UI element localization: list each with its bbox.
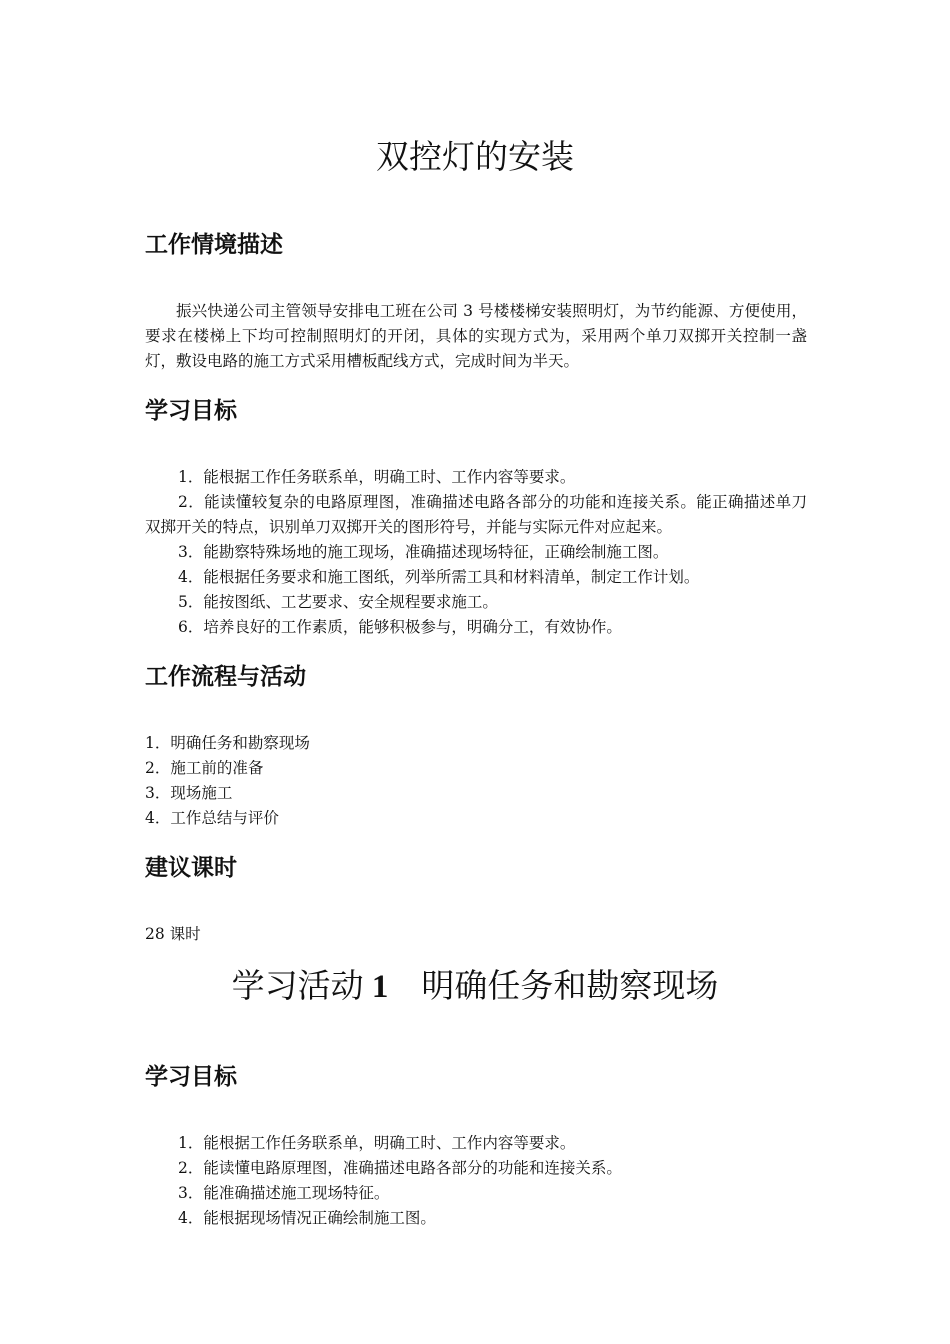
list-item-text: 培养良好的工作素质，能够积极参与，明确分工，有效协作。 bbox=[203, 618, 622, 636]
list-item-number: 1． bbox=[145, 734, 171, 752]
hours-text: 28 课时 bbox=[145, 925, 201, 943]
list-item-text: 能根据工作任务联系单，明确工时、工作内容等要求。 bbox=[203, 1134, 576, 1152]
list-item bbox=[145, 1131, 807, 1156]
list-item-text: 能准确描述施工现场特征。 bbox=[203, 1184, 390, 1202]
activity-goals-list bbox=[145, 1131, 807, 1231]
list-item-text: 能根据工作任务联系单，明确工时、工作内容等要求。 bbox=[203, 468, 576, 486]
list-item-text: 明确任务和勘察现场 bbox=[170, 734, 310, 752]
list-item-number: 2． bbox=[178, 493, 205, 511]
list-item bbox=[145, 465, 807, 490]
list-item bbox=[145, 540, 807, 565]
list-item bbox=[145, 1206, 807, 1231]
list-item-number: 1． bbox=[178, 468, 204, 486]
list-item-text: 能按图纸、工艺要求、安全规程要求施工。 bbox=[203, 593, 498, 611]
workflow-heading: 工作流程与活动 bbox=[145, 664, 306, 690]
list-item-number: 3． bbox=[145, 784, 171, 802]
activity-title-prefix: 学习活动 bbox=[231, 966, 364, 1005]
list-item bbox=[145, 490, 807, 540]
list-item-number: 3． bbox=[178, 543, 204, 561]
list-item-text: 能读懂电路原理图，准确描述电路各部分的功能和连接关系。 bbox=[203, 1159, 622, 1177]
list-item bbox=[145, 565, 807, 590]
activity-goals-heading: 学习目标 bbox=[145, 1064, 237, 1090]
goals-list bbox=[145, 465, 807, 640]
list-item-number: 3． bbox=[178, 1184, 204, 1202]
list-item bbox=[145, 590, 807, 615]
list-item-number: 2． bbox=[145, 759, 171, 777]
list-item bbox=[145, 731, 807, 756]
list-item-text: 工作总结与评价 bbox=[170, 809, 279, 827]
hours-heading: 建议课时 bbox=[145, 855, 237, 881]
goals-heading: 学习目标 bbox=[145, 398, 237, 424]
list-item-number: 5． bbox=[178, 593, 204, 611]
list-item-text: 施工前的准备 bbox=[170, 759, 264, 777]
scenario-paragraph: 振兴快递公司主管领导安排电工班在公司 3 号楼楼梯安装照明灯，为节约能源、方便使用，要求在楼梯上下均可控制照明灯的开闭，具体的实现方式为，采用两个单刀双掷开关控制一盏灯，敷设电路的施工方式采用槽板配线方式，完成时间为半天。 bbox=[145, 302, 807, 370]
list-item-number: 4． bbox=[178, 1209, 204, 1227]
list-item-number: 4． bbox=[178, 568, 204, 586]
list-item-text: 能根据现场情况正确绘制施工图。 bbox=[203, 1209, 436, 1227]
list-item-text: 能根据任务要求和施工图纸，列举所需工具和材料清单，制定工作计划。 bbox=[203, 568, 700, 586]
document-title: 双控灯的安装 bbox=[376, 137, 574, 176]
list-item-number: 2． bbox=[178, 1159, 204, 1177]
list-item bbox=[145, 781, 807, 806]
scenario-heading: 工作情境描述 bbox=[145, 232, 283, 258]
list-item-number: 1． bbox=[178, 1134, 204, 1152]
list-item-number: 6． bbox=[178, 618, 204, 636]
list-item bbox=[145, 806, 807, 831]
list-item bbox=[145, 615, 807, 640]
list-item-text: 能读懂较复杂的电路原理图，准确描述电路各部分的功能和连接关系。能正确描述单刀双掷开关的特点，识别单刀双掷开关的图形符号，并能与实际元件对应起来。 bbox=[145, 493, 807, 536]
workflow-list bbox=[145, 731, 807, 831]
list-item bbox=[145, 756, 807, 781]
activity-title bbox=[0, 966, 950, 1008]
list-item-number: 4． bbox=[145, 809, 171, 827]
activity-title-number: 1 bbox=[363, 969, 389, 1005]
list-item-text: 现场施工 bbox=[170, 784, 233, 802]
list-item-text: 能勘察特殊场地的施工现场，准确描述现场特征，正确绘制施工图。 bbox=[203, 543, 669, 561]
list-item bbox=[145, 1156, 807, 1181]
list-item bbox=[145, 1181, 807, 1206]
activity-title-suffix: 明确任务和勘察现场 bbox=[388, 966, 719, 1005]
